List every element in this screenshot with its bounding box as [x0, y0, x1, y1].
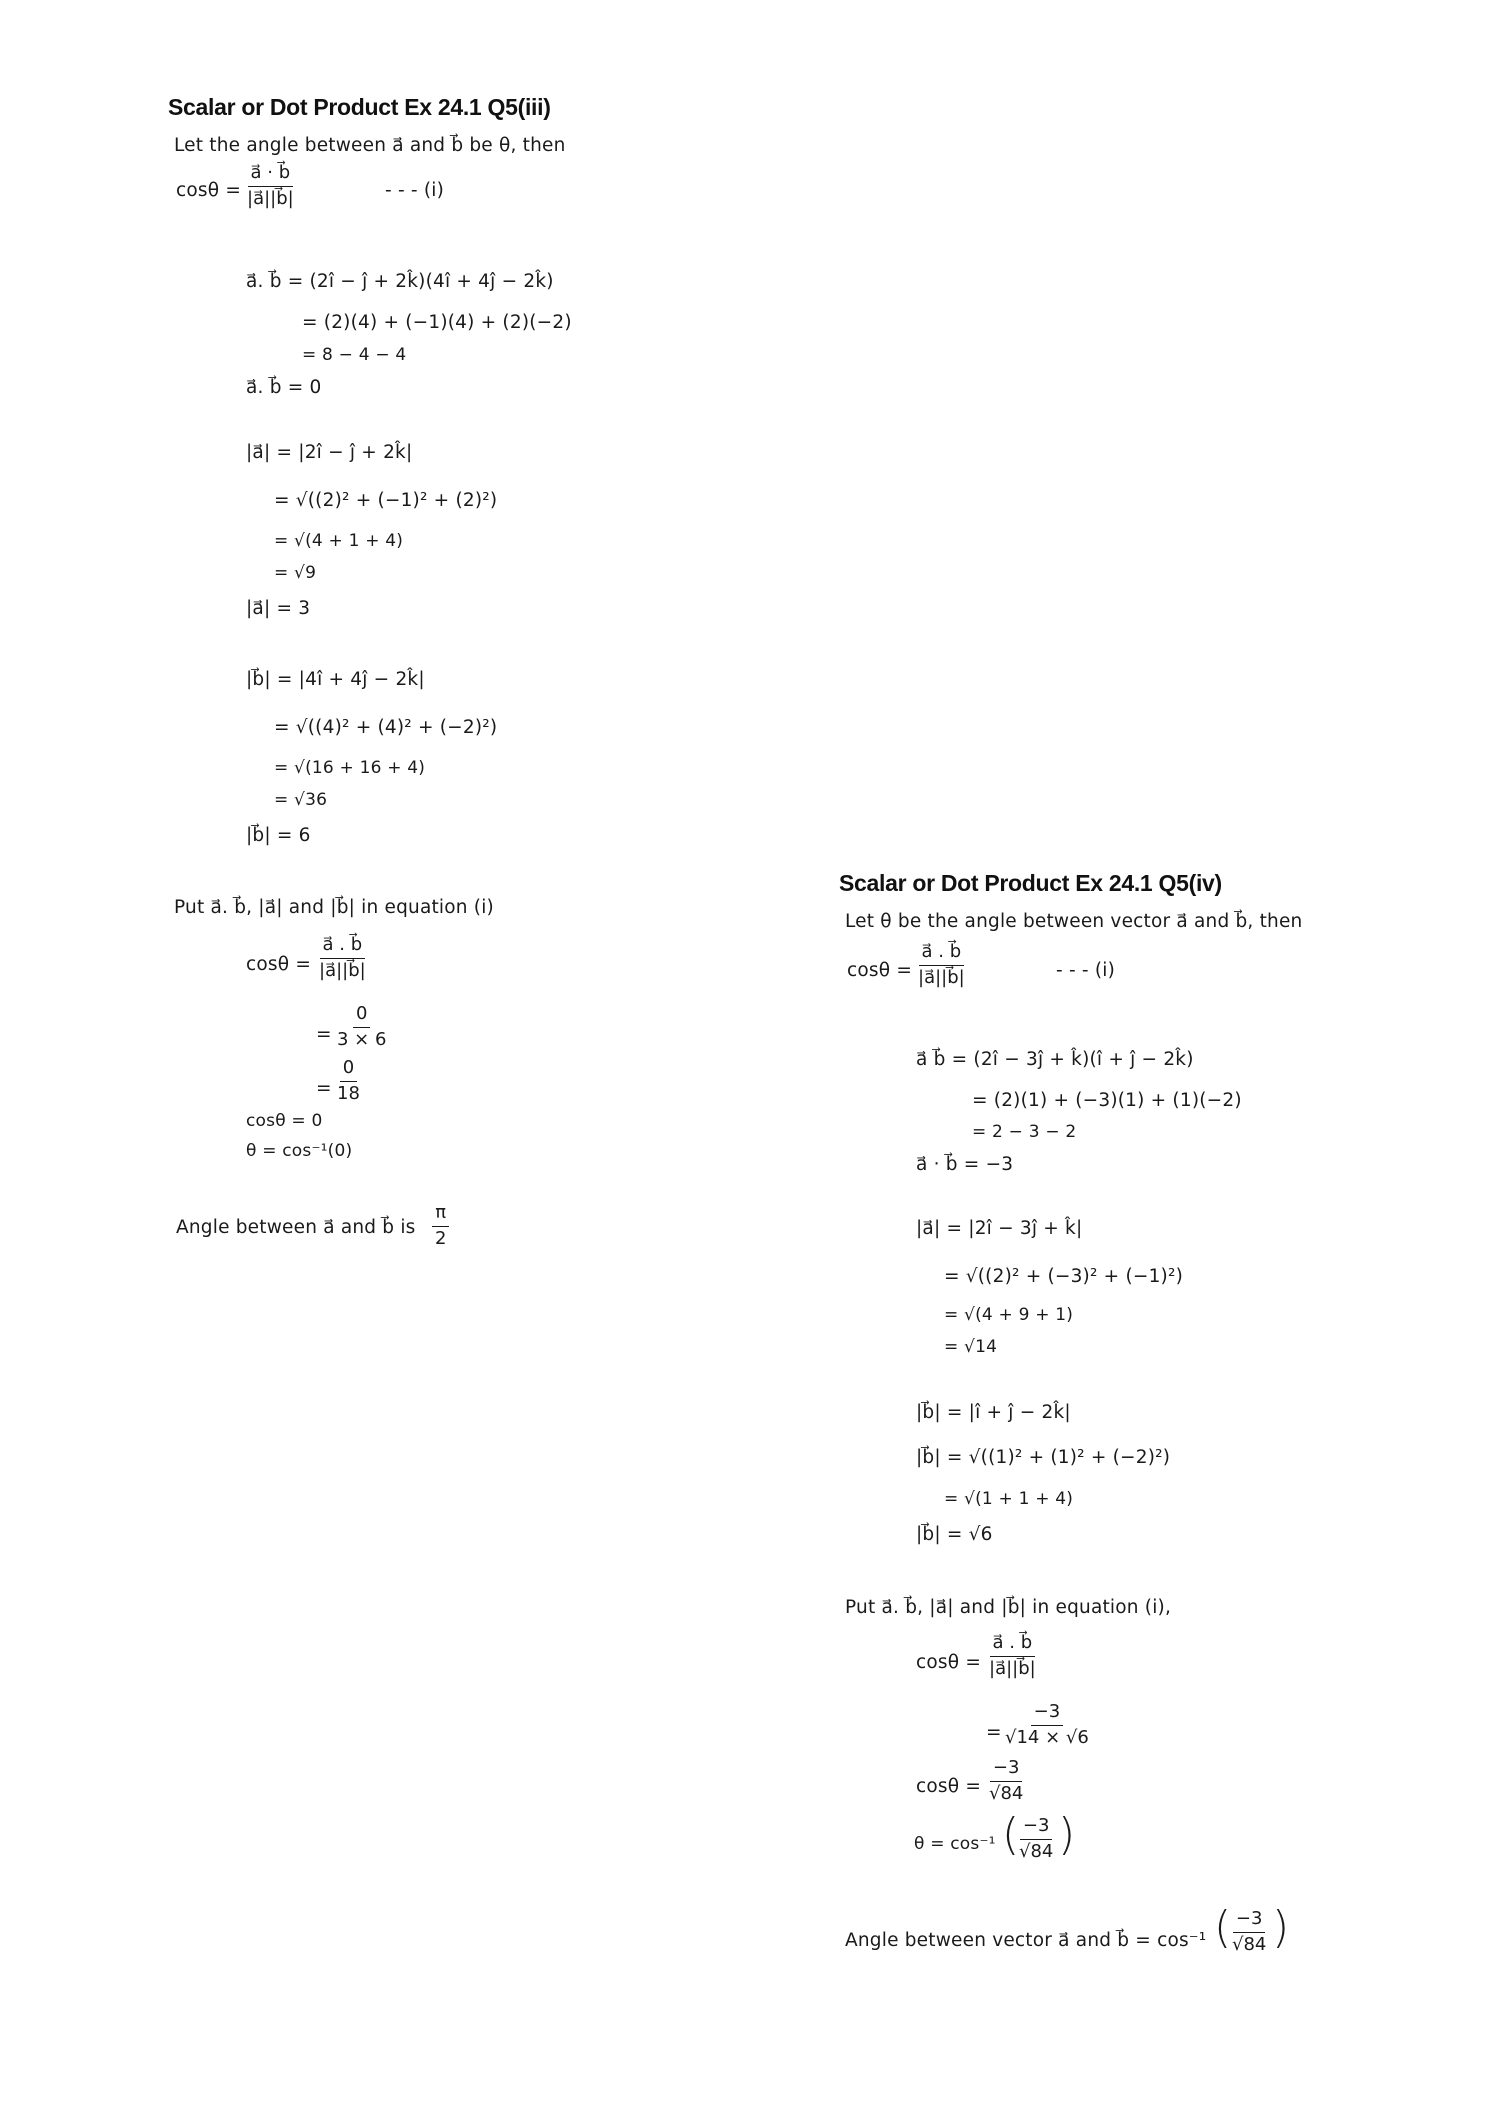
right-step-equals-1: = [986, 1722, 1002, 1743]
left-mod-a-line-1: |a⃗| = |2î − ĵ + 2k̂| [246, 442, 413, 463]
left-answer-fraction [432, 1203, 449, 1249]
left-put-denominator: |a⃗||b⃗| [319, 959, 366, 981]
left-dot-line-1: a⃗. b⃗ = (2î − ĵ + 2k̂)(4î + 4ĵ − 2k̂) [246, 271, 554, 292]
left-step-2-denominator: 18 [337, 1082, 360, 1104]
right-theta-denominator: √84 [1019, 1840, 1054, 1862]
left-step-equals-2: = [316, 1078, 332, 1099]
right-put-cos-label: cosθ = [916, 1652, 982, 1673]
right-put-numerator: a⃗ . b⃗ [990, 1633, 1036, 1657]
left-dot-line-2: = (2)(4) + (−1)(4) + (2)(−2) [302, 312, 572, 333]
right-mod-a-line-2: = √((2)² + (−3)² + (−1)²) [944, 1266, 1183, 1287]
left-mod-b-line-4: = √36 [274, 790, 328, 810]
right-dot-line-3: = 2 − 3 − 2 [972, 1122, 1077, 1142]
right-dot-line-1: a⃗ b⃗ = (2î − 3ĵ + k̂)(î + ĵ − 2k̂) [916, 1049, 1194, 1070]
left-step-1-numerator: 0 [353, 1004, 370, 1028]
left-heading: Scalar or Dot Product Ex 24.1 Q5(iii) [168, 94, 551, 120]
right-answer-text: Angle between vector a⃗ and b⃗ = cos⁻¹ [845, 1930, 1207, 1951]
left-put-fraction [316, 935, 369, 981]
right-step-1-denominator: √14 × √6 [1005, 1726, 1089, 1748]
left-mod-b-line-2: = √((4)² + (4)² + (−2)²) [274, 717, 498, 738]
left-put-numerator: a⃗ . b⃗ [320, 935, 366, 959]
right-equation-ref: - - - (i) [1056, 960, 1116, 981]
right-answer-fraction [1229, 1909, 1269, 1955]
right-theta-fraction [1016, 1816, 1056, 1862]
right-heading: Scalar or Dot Product Ex 24.1 Q5(iv) [839, 870, 1222, 896]
left-mod-a-line-5: |a⃗| = 3 [246, 598, 311, 619]
right-answer-right-paren: ) [1272, 1902, 1290, 1953]
right-step-2-numerator: −3 [990, 1758, 1023, 1782]
left-substitution-text: Put a⃗. b⃗, |a⃗| and |b⃗| in equation (i) [174, 897, 494, 918]
left-equation-ref: - - - (i) [385, 180, 445, 201]
right-answer-denominator: √84 [1232, 1933, 1267, 1955]
right-cos-numerator: a⃗ . b⃗ [919, 942, 965, 966]
right-theta-numerator: −3 [1020, 1816, 1053, 1840]
right-mod-b-line-2: |b⃗| = √((1)² + (1)² + (−2)²) [916, 1447, 1171, 1468]
left-result-cos: cosθ = 0 [246, 1111, 323, 1131]
right-cos-label: cosθ = [847, 960, 913, 981]
right-put-denominator: |a⃗||b⃗| [989, 1657, 1036, 1679]
right-theta-right-paren: ) [1058, 1809, 1076, 1860]
left-put-cos-label: cosθ = [246, 954, 312, 975]
left-step-equals-1: = [316, 1024, 332, 1045]
right-mod-a-line-1: |a⃗| = |2î − 3ĵ + k̂| [916, 1218, 1083, 1239]
left-mod-a-line-2: = √((2)² + (−1)² + (2)²) [274, 490, 498, 511]
left-dot-line-4: a⃗. b⃗ = 0 [246, 377, 322, 398]
left-mod-b-line-5: |b⃗| = 6 [246, 825, 311, 846]
left-result-theta: θ = cos⁻¹(0) [246, 1141, 353, 1161]
right-step-fraction-1 [1002, 1702, 1092, 1748]
left-cos-fraction [244, 163, 297, 209]
left-mod-a-line-4: = √9 [274, 563, 317, 583]
right-intro: Let θ be the angle between vector a⃗ and b⃗, then [845, 911, 1303, 932]
right-step-2-label: cosθ = [916, 1776, 982, 1797]
right-answer-numerator: −3 [1233, 1909, 1266, 1933]
left-cos-label: cosθ = [176, 180, 242, 201]
left-step-fraction-1 [334, 1004, 389, 1050]
right-put-fraction [986, 1633, 1039, 1679]
right-mod-b-line-4: |b⃗| = √6 [916, 1524, 993, 1545]
right-substitution-text: Put a⃗. b⃗, |a⃗| and |b⃗| in equation (i), [845, 1597, 1172, 1618]
right-dot-line-2: = (2)(1) + (−3)(1) + (1)(−2) [972, 1090, 1242, 1111]
right-cos-denominator: |a⃗||b⃗| [918, 966, 965, 988]
left-answer-denominator: 2 [435, 1227, 447, 1249]
right-cos-fraction [915, 942, 968, 988]
right-step-1-numerator: −3 [1031, 1702, 1064, 1726]
left-cos-denominator: |a⃗||b⃗| [247, 187, 294, 209]
left-answer-text: Angle between a⃗ and b⃗ is [176, 1217, 416, 1238]
right-step-fraction-2 [986, 1758, 1026, 1804]
right-mod-b-line-3: = √(1 + 1 + 4) [944, 1489, 1074, 1509]
left-mod-b-line-3: = √(16 + 16 + 4) [274, 758, 426, 778]
left-cos-numerator: a⃗ · b⃗ [248, 163, 294, 187]
right-mod-b-line-1: |b⃗| = |î + ĵ − 2k̂| [916, 1402, 1071, 1423]
left-answer-numerator: π [432, 1203, 449, 1227]
left-step-fraction-2 [334, 1058, 363, 1104]
left-mod-b-line-1: |b⃗| = |4î + 4ĵ − 2k̂| [246, 669, 425, 690]
left-step-2-numerator: 0 [340, 1058, 357, 1082]
left-dot-line-3: = 8 − 4 − 4 [302, 345, 407, 365]
right-theta-label: θ = cos⁻¹ [914, 1834, 996, 1854]
right-mod-a-line-3: = √(4 + 9 + 1) [944, 1305, 1074, 1325]
left-mod-a-line-3: = √(4 + 1 + 4) [274, 531, 404, 551]
right-mod-a-line-4: = √14 [944, 1337, 998, 1357]
right-dot-line-4: a⃗ · b⃗ = −3 [916, 1154, 1014, 1175]
left-intro: Let the angle between a⃗ and b⃗ be θ, then [174, 135, 566, 156]
right-theta-left-paren: ( [1002, 1809, 1020, 1860]
left-step-1-denominator: 3 × 6 [337, 1028, 387, 1050]
right-answer-left-paren: ( [1214, 1902, 1232, 1953]
right-step-2-denominator: √84 [989, 1782, 1024, 1804]
